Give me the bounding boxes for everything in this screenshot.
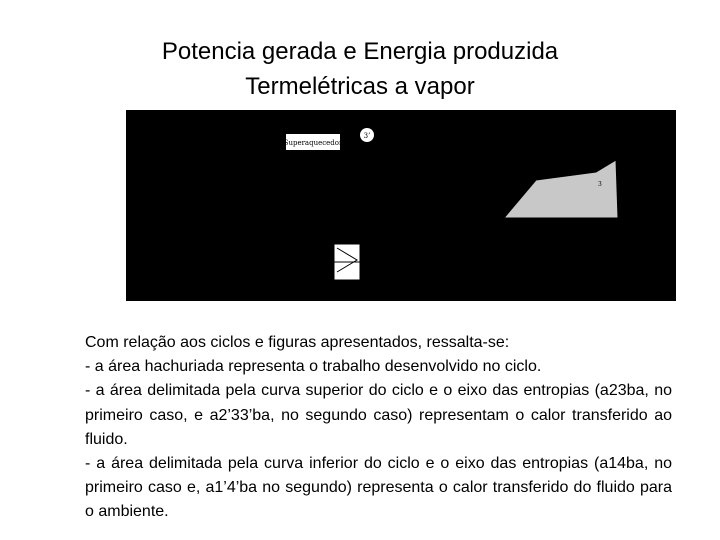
point-3prime-label: 3’ [363, 132, 371, 140]
intro-paragraph: Com relação aos ciclos e figuras apresentados, ressalta-se: [85, 334, 510, 351]
item-heat-to-environment: - a área delimitada pela curva inferior do ciclo e o eixo das entropias (a14ba, no primeiro caso e, a1’4’ba no segundo) representa o calor transferido do fluido para o ambiente. [85, 455, 672, 521]
item-heat-to-fluid: - a área delimitada pela curva superior do ciclo e o eixo das entropias (a23ba, no primeiro caso, e a2’33’ba, no segundo caso) representam o calor transferido ao fluido. [85, 382, 672, 448]
cycle-figure [126, 110, 676, 301]
title-line-2: Termelétricas a vapor [245, 73, 475, 100]
title-line-1: Potencia gerada e Energia produzida [161, 38, 559, 65]
explanation-text [85, 331, 672, 525]
superheater-label: Superaquecedor [283, 139, 343, 147]
slide-title [0, 34, 720, 104]
cycle-figure-graphic [126, 110, 676, 301]
point-3-label: 3 [598, 181, 602, 188]
item-hatched-area: - a área hachuriada representa o trabalho desenvolvido no ciclo. [85, 358, 542, 376]
